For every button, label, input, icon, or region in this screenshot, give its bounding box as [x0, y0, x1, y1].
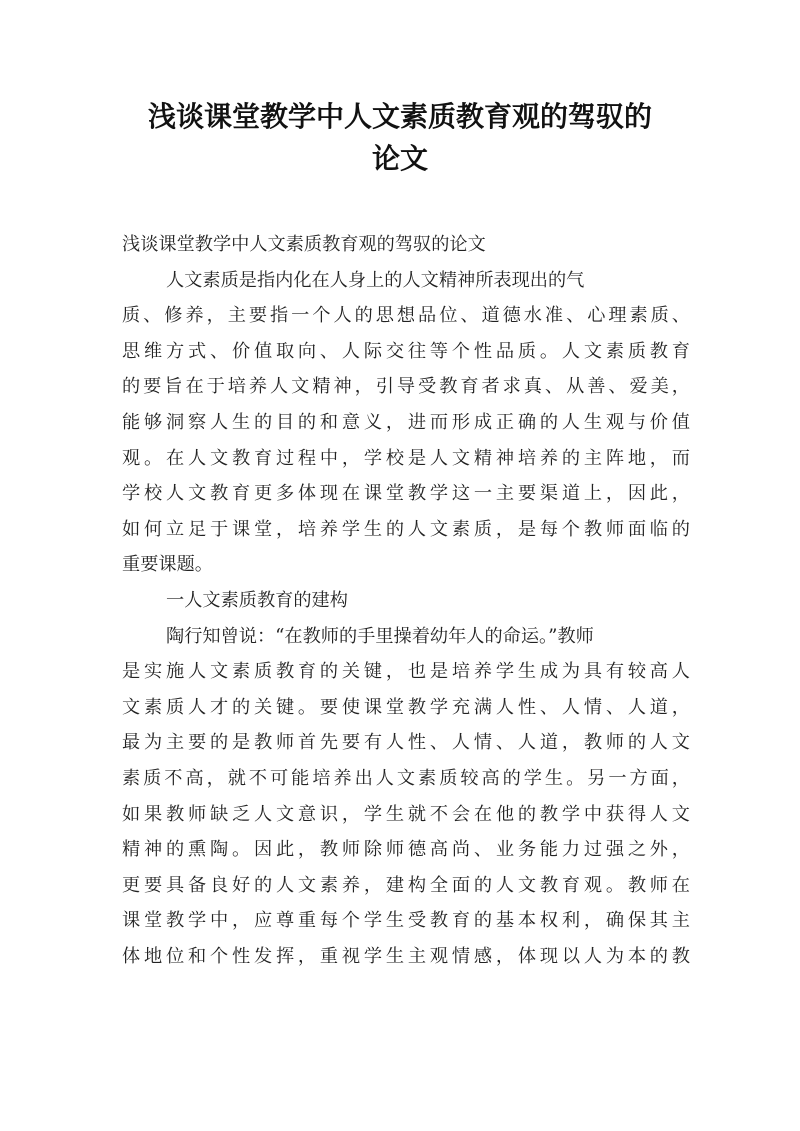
document-title — [100, 96, 700, 180]
paragraph-line: 如果教师缺乏人文意识，学生就不会在他的教学中获得人文 — [122, 803, 690, 825]
paragraph-line: 重要课题。 — [122, 554, 213, 576]
title-line-1: 浅谈课堂教学中人文素质教育观的驾驭的 — [147, 100, 652, 133]
paragraph-line: 体地位和个性发挥，重视学生主观情感，体现以人为本的教 — [122, 945, 690, 967]
paragraph-line: 如何立足于课堂，培养学生的人文素质，是每个教师面临的 — [122, 518, 690, 540]
section-heading: 一人文素质教育的建构 — [166, 589, 348, 611]
paragraph-line: 陶行知曾说：“在教师的手里操着幼年人的命运。”教师 — [166, 625, 594, 647]
paragraph-line: 的要旨在于培养人文精神，引导受教育者求真、从善、爱美， — [122, 376, 690, 398]
paragraph-line: 课堂教学中，应尊重每个学生受教育的基本权利，确保其主 — [122, 910, 690, 932]
paragraph-line: 学校人文教育更多体现在课堂教学这一主要渠道上，因此， — [122, 483, 690, 505]
paragraph-line: 能够洞察人生的目的和意义，进而形成正确的人生观与价值 — [122, 411, 690, 433]
paragraph-line: 最为主要的是教师首先要有人性、人情、人道，教师的人文 — [122, 732, 690, 754]
paragraph-line: 素质不高，就不可能培养出人文素质较高的学生。另一方面， — [122, 767, 690, 789]
subtitle-line: 浅谈课堂教学中人文素质教育观的驾驭的论文 — [122, 234, 486, 255]
paragraph-line: 精神的熏陶。因此，教师除师德高尚、业务能力过强之外， — [122, 839, 690, 861]
paragraph-line: 观。在人文教育过程中，学校是人文精神培养的主阵地，而 — [122, 447, 690, 469]
title-line-2: 论文 — [371, 142, 428, 175]
paragraph-line: 是实施人文素质教育的关键，也是培养学生成为具有较高人 — [122, 661, 690, 683]
document-body — [122, 227, 690, 974]
paragraph-line: 思维方式、价值取向、人际交往等个性品质。人文素质教育 — [122, 340, 690, 362]
paragraph-line: 文素质人才的关键。要使课堂教学充满人性、人情、人道， — [122, 696, 690, 718]
paragraph-line: 人文素质是指内化在人身上的人文精神所表现出的气 — [166, 269, 585, 291]
paragraph-line: 质、修养，主要指一个人的思想品位、道德水准、心理素质、 — [122, 305, 690, 327]
paragraph-line: 更要具备良好的人文素养，建构全面的人文教育观。教师在 — [122, 874, 690, 896]
